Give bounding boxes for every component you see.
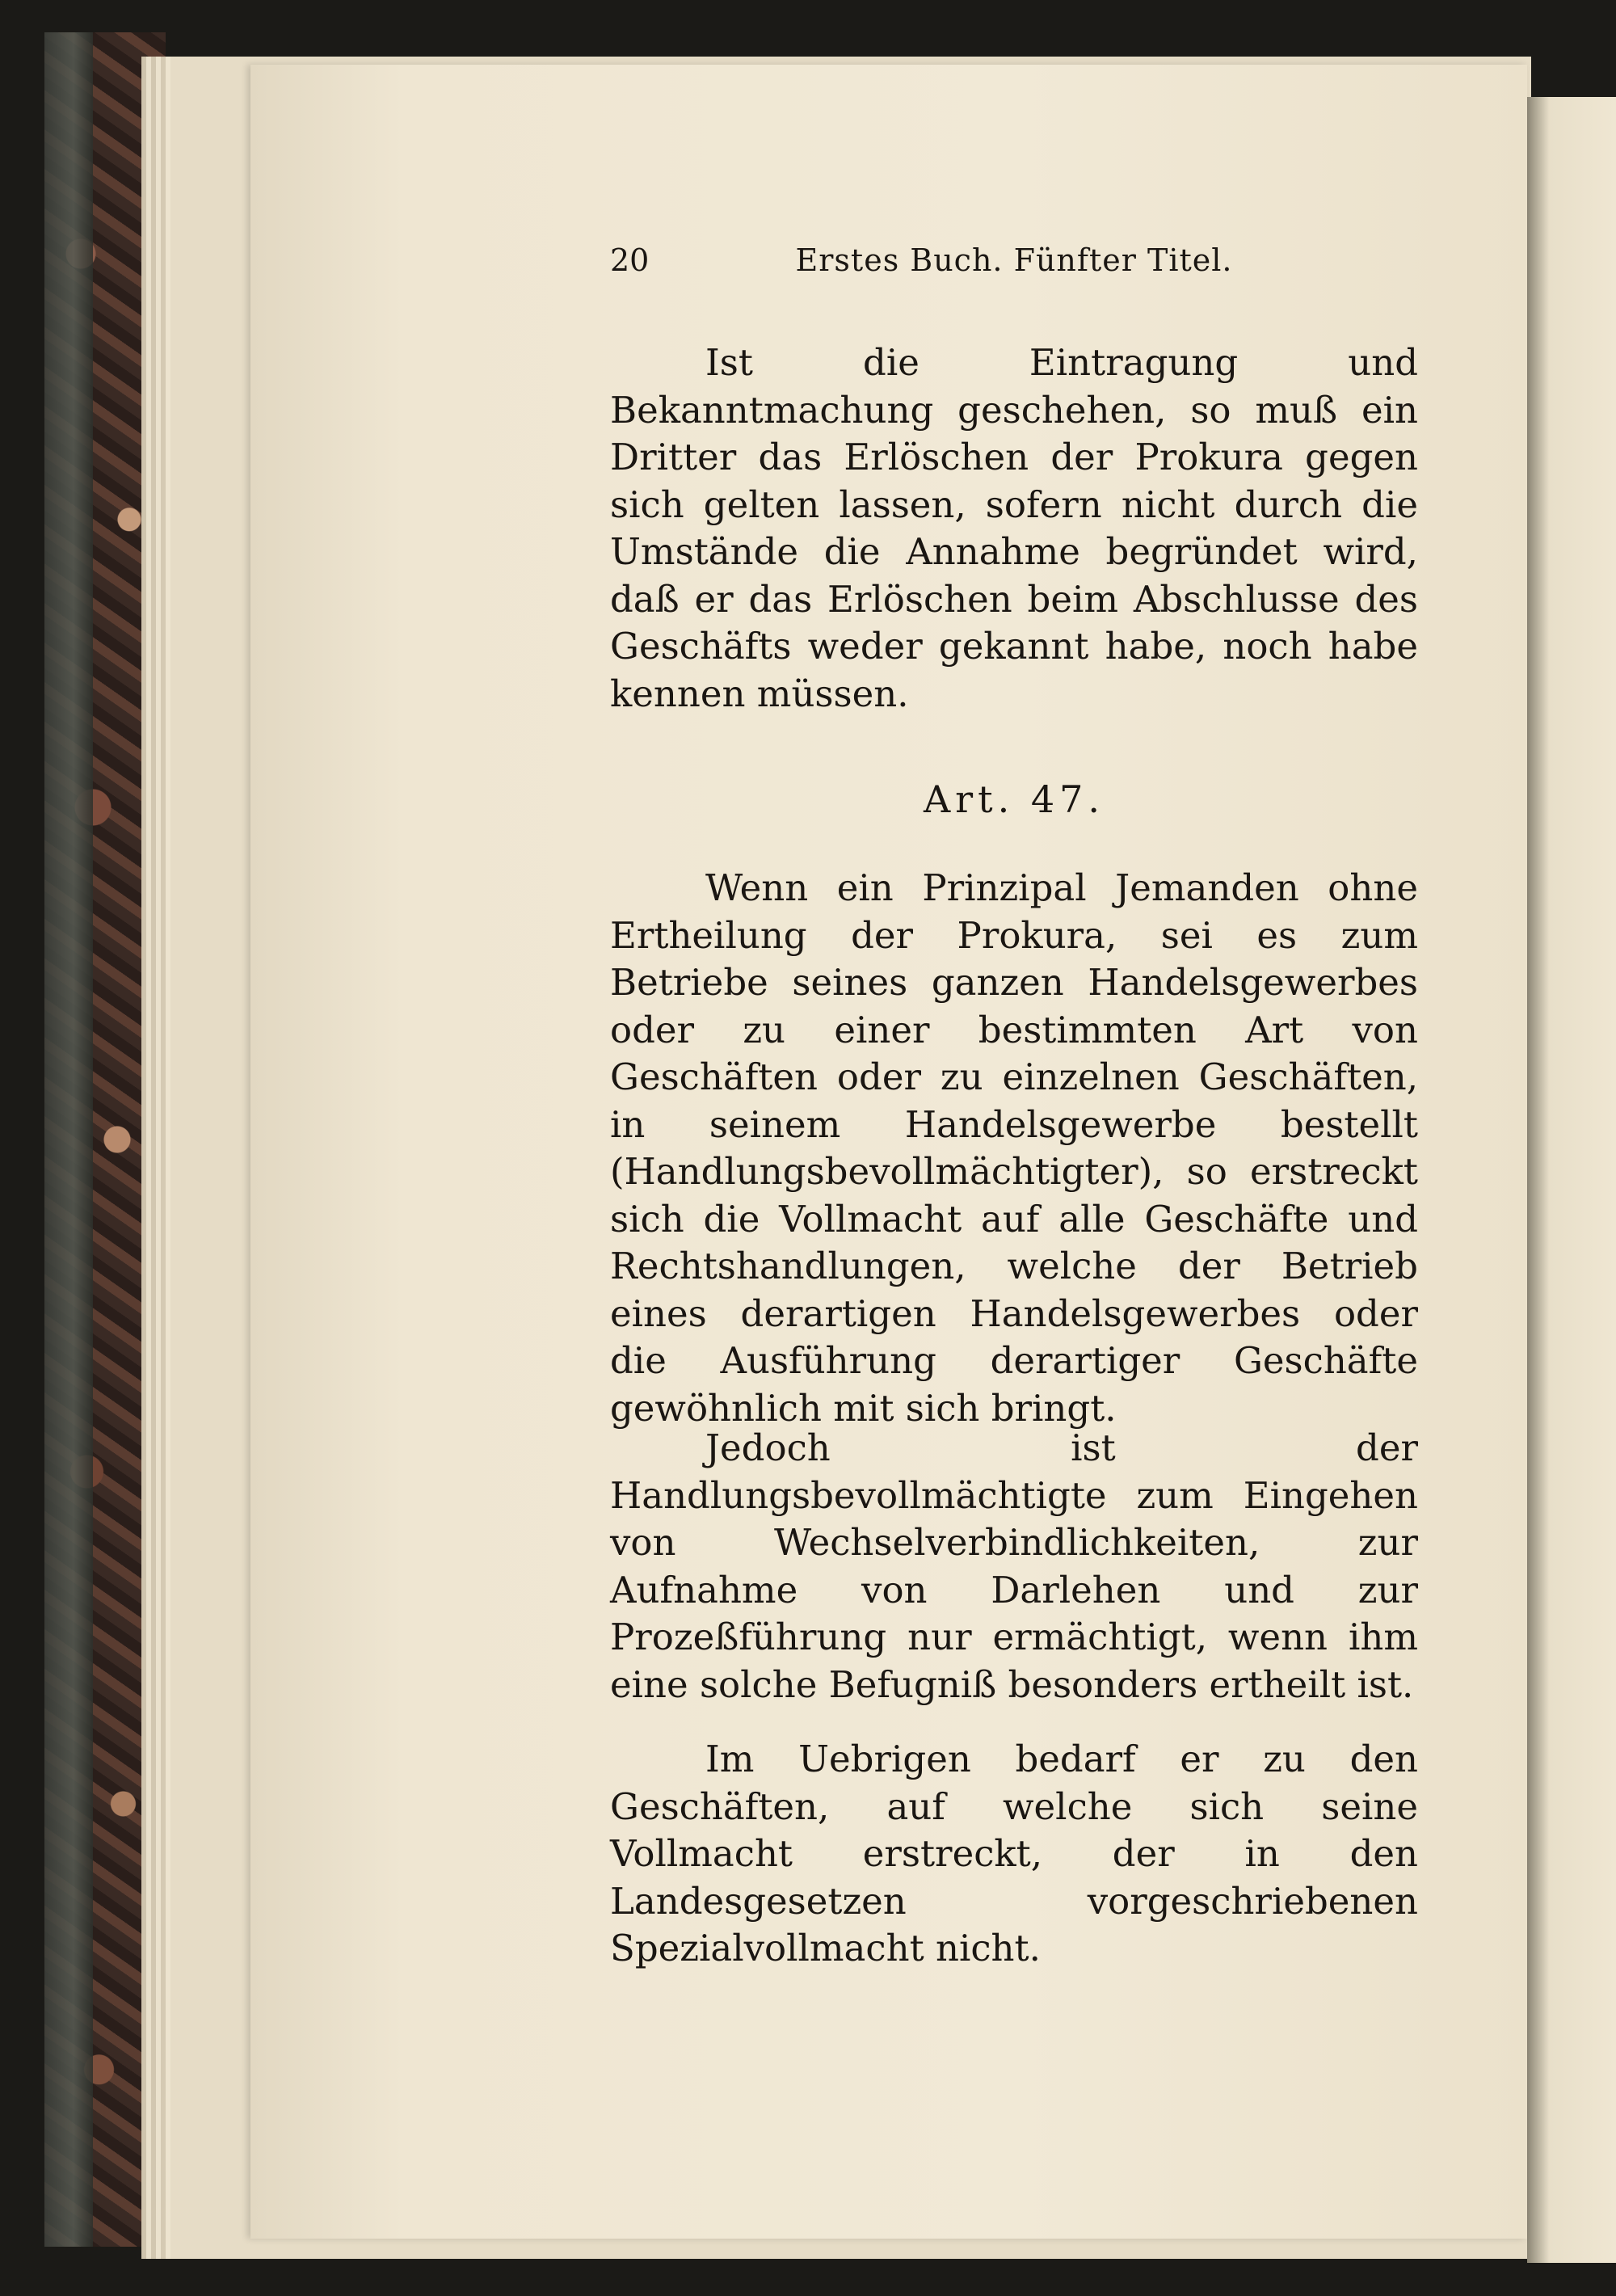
paragraph-1: Ist die Eintragung und Bekanntmachung geschehen, so muß ein Dritter das Erlöschen der Prokura gegen sich gelten lassen, sofern nicht durch die Umstände die Annahme begründet wird, daß er das Erlöschen beim Abschlusse des Geschäfts weder gekannt habe, noch habe kennen müssen. <box>610 341 1418 715</box>
paragraph-3: Jedoch ist der Handlungsbevollmächtigte zum Eingehen von Wechselverbindlichkeiten, zur Aufnahme von Darlehen und zur Prozeßführung nur ermächtigt, wenn ihm eine solche Befugniß besonders ertheilt ist. <box>610 1426 1418 1706</box>
paragraph-4: Im Uebrigen bedarf er zu den Geschäften, auf welche sich seine Vollmacht erstreckt, der in den Landesgesetzen vorgeschriebenen Spezialvollmacht nicht. <box>610 1738 1418 1970</box>
article-heading: Art. 47. <box>923 777 1105 821</box>
running-title: Erstes Buch. Fünfter Titel. <box>795 242 1233 278</box>
paragraph-2: Wenn ein Prinzipal Jemanden ohne Ertheilung der Prokura, sei es zum Betriebe seines ganzen Handelsgewerbes oder zu einer bestimmten Art von Geschäften oder zu einzelnen Geschäften, in seinem Handelsgewerbe bestellt (Handlungsbevollmächtigter), so erstreckt sich die Vollmacht auf alle Geschäfte und Rechtshandlungen, welche der Betrieb eines derartigen Handelsgewerbes oder die Ausführung derartiger Geschäfte gewöhnlich mit sich bringt. <box>610 866 1418 1430</box>
page-number: 20 <box>610 242 650 278</box>
adjacent-page-edge <box>1527 97 1616 2263</box>
book-spine-edge <box>44 32 93 2247</box>
running-header <box>610 242 1418 291</box>
